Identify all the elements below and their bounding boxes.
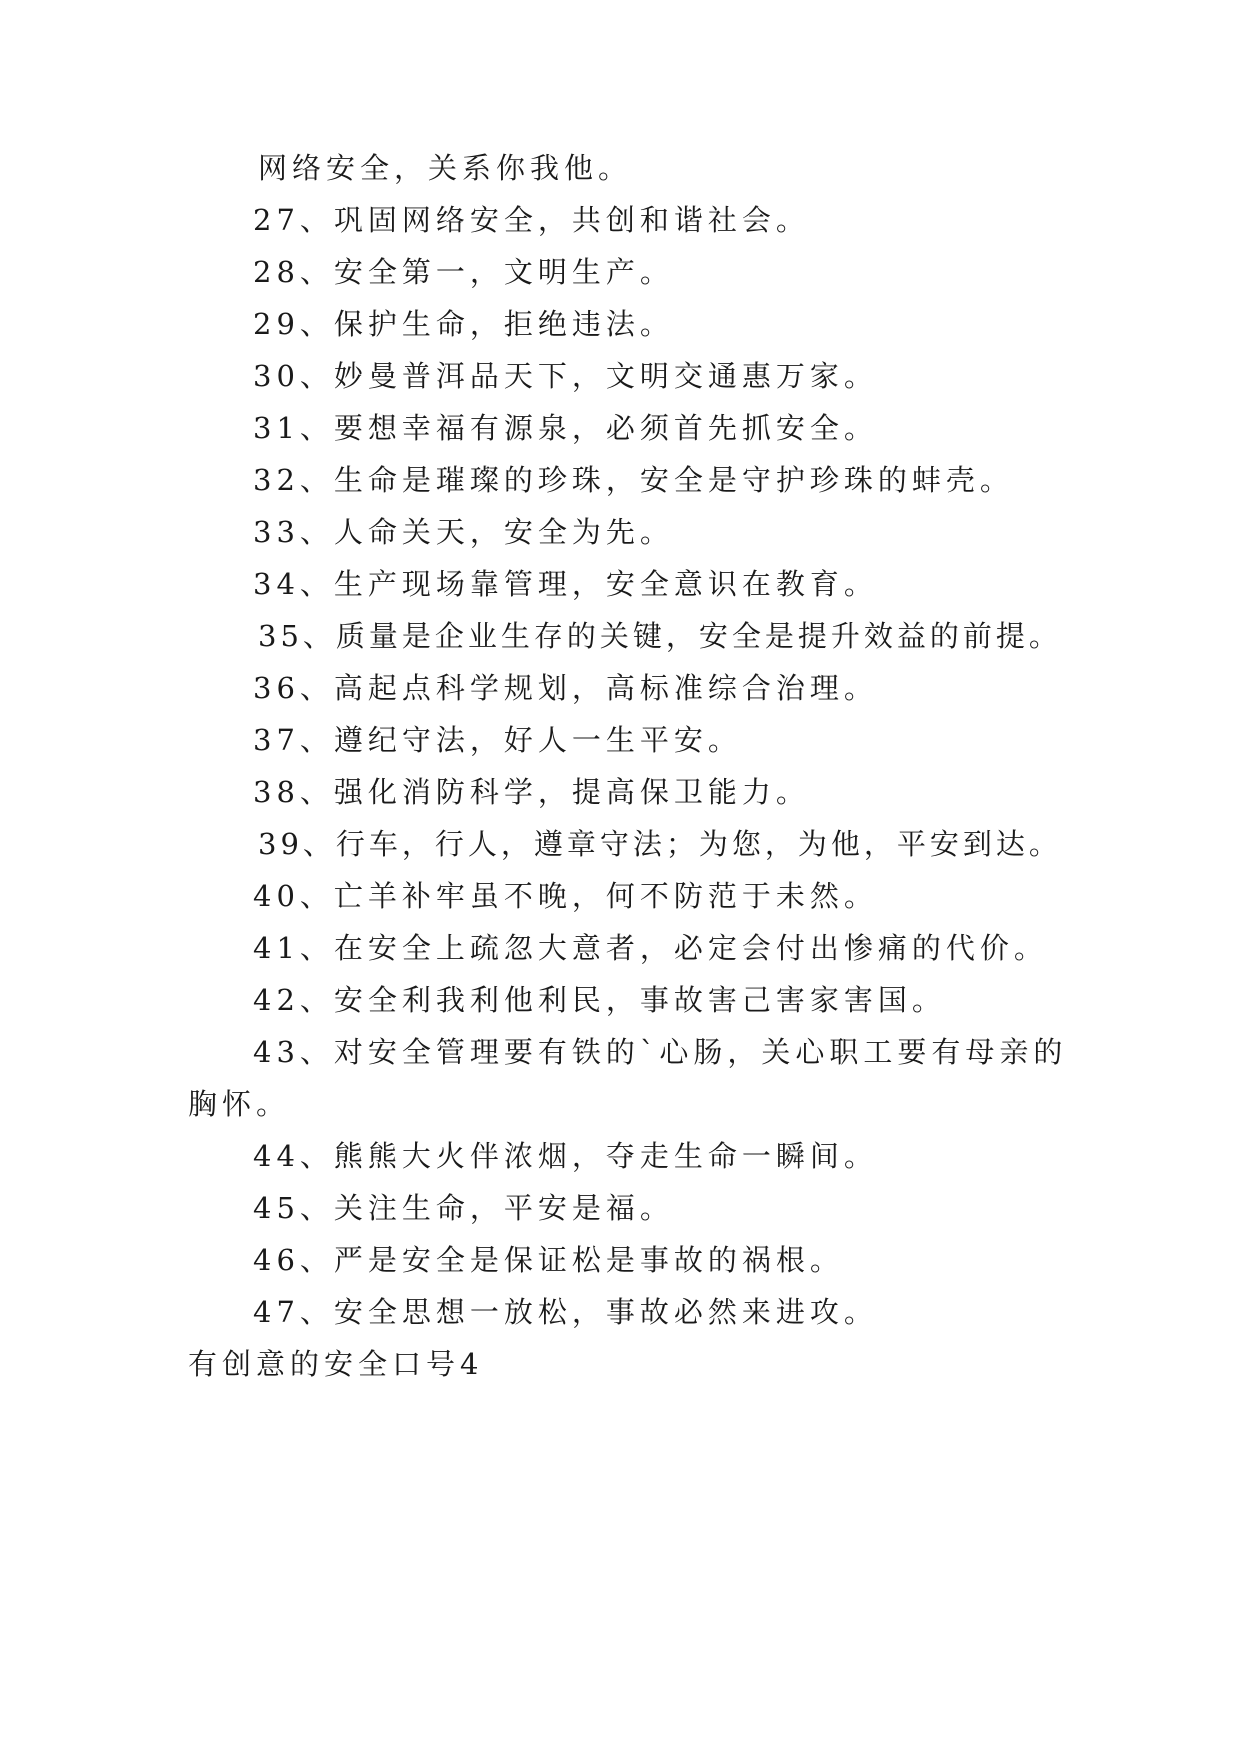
slogan-line: 37、遵纪守法，好人一生平安。 [253,723,742,757]
slogan-line: 42、安全利我利他利民，事故害己害家害国。 [253,983,946,1017]
slogan-line: 38、强化消防科学，提高保卫能力。 [253,775,810,809]
slogan-line: 41、在安全上疏忽大意者，必定会付出惨痛的代价。 [253,931,1048,965]
slogan-line: 网络安全，关系你我他。 [258,151,633,185]
slogan-line: 33、人命关天，安全为先。 [253,515,674,549]
slogan-line-continuation: 胸怀。 [188,1087,291,1121]
slogan-line: 36、高起点科学规划，高标准综合治理。 [253,671,878,705]
slogan-line: 31、要想幸福有源泉，必须首先抓安全。 [253,411,878,445]
slogan-line: 34、生产现场靠管理，安全意识在教育。 [253,567,878,601]
slogan-line: 35、质量是企业生存的关键，安全是提升效益的前提。 [258,619,1062,653]
slogan-line: 27、巩固网络安全，共创和谐社会。 [253,203,810,237]
slogan-line: 32、生命是璀璨的珍珠，安全是守护珍珠的蚌壳。 [253,463,1014,497]
section-heading: 有创意的安全口号4 [188,1347,484,1381]
slogan-line: 47、安全思想一放松，事故必然来进攻。 [253,1295,878,1329]
slogan-line: 45、关注生命，平安是福。 [253,1191,674,1225]
slogan-line: 28、安全第一，文明生产。 [253,255,674,289]
slogan-line: 40、亡羊补牢虽不晚，何不防范于未然。 [253,879,878,913]
slogan-line: 29、保护生命，拒绝违法。 [253,307,674,341]
slogan-line: 43、对安全管理要有铁的`心肠，关心职工要有母亲的 [253,1035,1068,1069]
slogan-line: 39、行车，行人，遵章守法；为您，为他，平安到达。 [258,827,1062,861]
slogan-line: 44、熊熊大火伴浓烟，夺走生命一瞬间。 [253,1139,878,1173]
slogan-line: 30、妙曼普洱品天下，文明交通惠万家。 [253,359,878,393]
slogan-line: 46、严是安全是保证松是事故的祸根。 [253,1243,844,1277]
